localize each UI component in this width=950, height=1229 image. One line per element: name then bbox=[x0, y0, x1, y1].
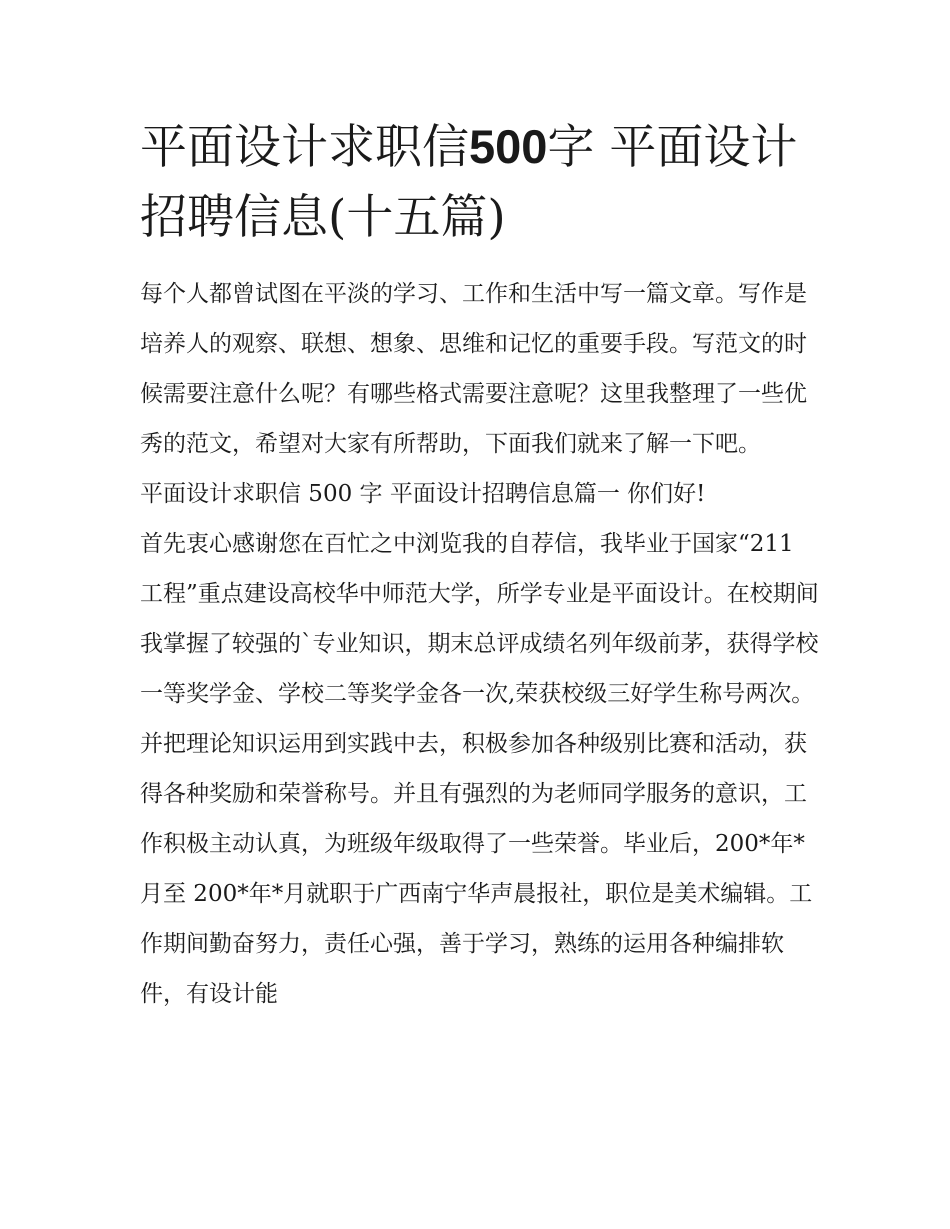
title-number: 500 bbox=[469, 120, 548, 173]
body-paragraph: 首先衷心感谢您在百忙之中浏览我的自荐信，我毕业于国家“211 工程”重点建设高校华中师范大学，所学专业是平面设计。在校期间我掌握了较强的`专业知识，期末总评成绩名列年级前茅，获得学校一等奖学金、学校二等奖学金各一次,荣获校级三好学生称号两次。并把理论知识运用到实践中去，积极参加各种级别比赛和活动，获得各种奖励和荣誉称号。并且有强烈的为老师同学服务的意识，工作积极主动认真，为班级年级取得了一些荣誉。毕业后，200*年*月至 200*年*月就职于广西南宁华声晨报社，职位是美术编辑。工作期间勤奋努力，责任心强，善于学习，熟练的运用各种编排软件，有设计能 bbox=[140, 531, 819, 1007]
title-part-2: 字 平面设计招聘信息(十五篇) bbox=[140, 120, 798, 245]
section-heading-paragraph: 平面设计求职信 500 字 平面设计招聘信息篇一 你们好! bbox=[140, 481, 706, 507]
document-page bbox=[140, 112, 820, 1019]
title-part-1: 平面设计求职信 bbox=[140, 120, 469, 175]
intro-paragraph: 每个人都曾试图在平淡的学习、工作和生活中写一篇文章。写作是培养人的观察、联想、想象、思维和记忆的重要手段。写范文的时候需要注意什么呢？有哪些格式需要注意呢？这里我整理了一些优秀的范文，希望对大家有所帮助，下面我们就来了解一下吧。 bbox=[140, 281, 807, 457]
document-title bbox=[140, 112, 820, 253]
